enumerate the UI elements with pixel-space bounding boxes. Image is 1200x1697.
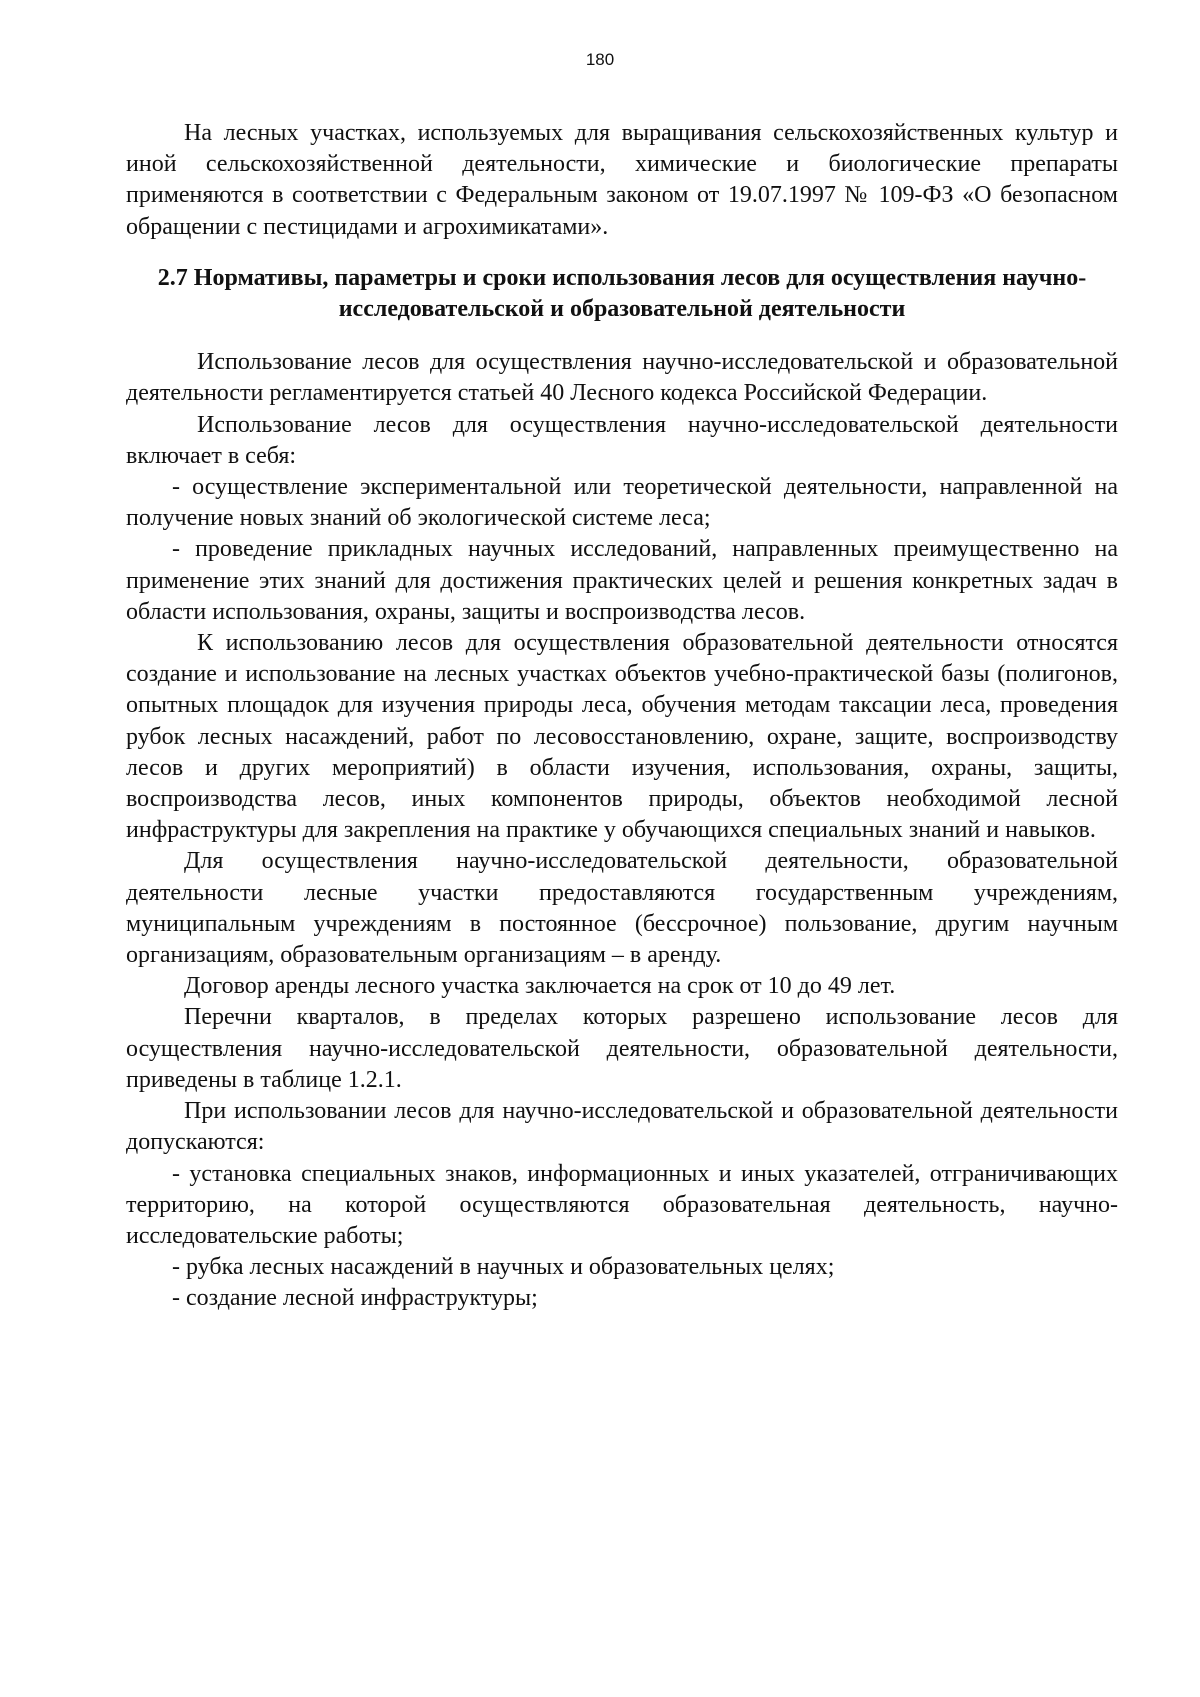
research-list-item: - проведение прикладных научных исследований, направленных преимущественно на применение этих знаний для достижения практических целей и решения конкретных задач в области использования, охраны, защиты и воспроизводства лесов. <box>126 536 1118 625</box>
research-list-item: - осуществление экспериментальной или теоретической деятельности, направленной на получение новых знаний об экологической системе леса; <box>126 474 1118 532</box>
list-item: - установка специальных знаков, информационных и иных указателей, отграничивающих территорию, на которой осуществляются образовательная деятельность, научно-исследовательские работы; <box>126 1160 1118 1249</box>
allowed-activities-list <box>126 1159 1118 1315</box>
paragraph-legal-basis: Использование лесов для осуществления научно-исследовательской и образовательной деятельности регламентируется статьей 40 Лесного кодекса Российской Федерации. <box>126 349 1118 407</box>
paragraph-lease-term: Договор аренды лесного участка заключается на срок от 10 до 49 лет. <box>184 973 896 1000</box>
paragraph-provision: Для осуществления научно-исследовательской деятельности, образовательной деятельности лесные участки предоставляются государственным учреждениям, муниципальным учреждениям в постоянное (бессрочное) пользование, другим научным организациям, образовательным организациям – в аренду. <box>126 848 1118 969</box>
section-heading: 2.7 Нормативы, параметры и сроки использования лесов для осуществления научно-исследовательской и образовательной деятельности <box>157 264 1087 323</box>
paragraph-research-includes: Использование лесов для осуществления научно-исследовательской деятельности включает в себя: <box>126 411 1118 469</box>
list-item: - рубка лесных насаждений в научных и образовательных целях; <box>172 1254 835 1281</box>
page-content <box>126 118 1118 1315</box>
paragraph-educational-activity: К использованию лесов для осуществления образовательной деятельности относятся создание и использование на лесных участках объектов учебно-практической базы (полигонов, опытных площадок для изучения природы леса, обучения методам таксации леса, проведения рубок лесных насаждений, работ по лесовосстановлению, охране, защите, воспроизводству лесов и других мероприятий) в области изучения, использования, охраны, защиты, воспроизводства лесов, иных компонентов природы, объектов необходимой лесной инфраструктуры для закрепления на практике у обучающихся специальных знаний и навыков. <box>126 630 1118 844</box>
list-item: - создание лесной инфраструктуры; <box>172 1285 538 1312</box>
intro-paragraph: На лесных участках, используемых для выращивания сельскохозяйственных культур и иной сельскохозяйственной деятельности, химические и биологические препараты применяются в соответствии с Федеральным законом от 19.07.1997 № 109-ФЗ «О безопасном обращении с пестицидами и агрохимикатами». <box>126 120 1118 240</box>
paragraph-allowed-intro: При использовании лесов для научно-исследовательской и образовательной деятельности допускаются: <box>126 1098 1118 1156</box>
page-number: 180 <box>585 50 615 69</box>
paragraph-quarters-list: Перечни кварталов, в пределах которых разрешено использование лесов для осуществления научно-исследовательской деятельности, образовательной деятельности, приведены в таблице 1.2.1. <box>126 1004 1118 1093</box>
